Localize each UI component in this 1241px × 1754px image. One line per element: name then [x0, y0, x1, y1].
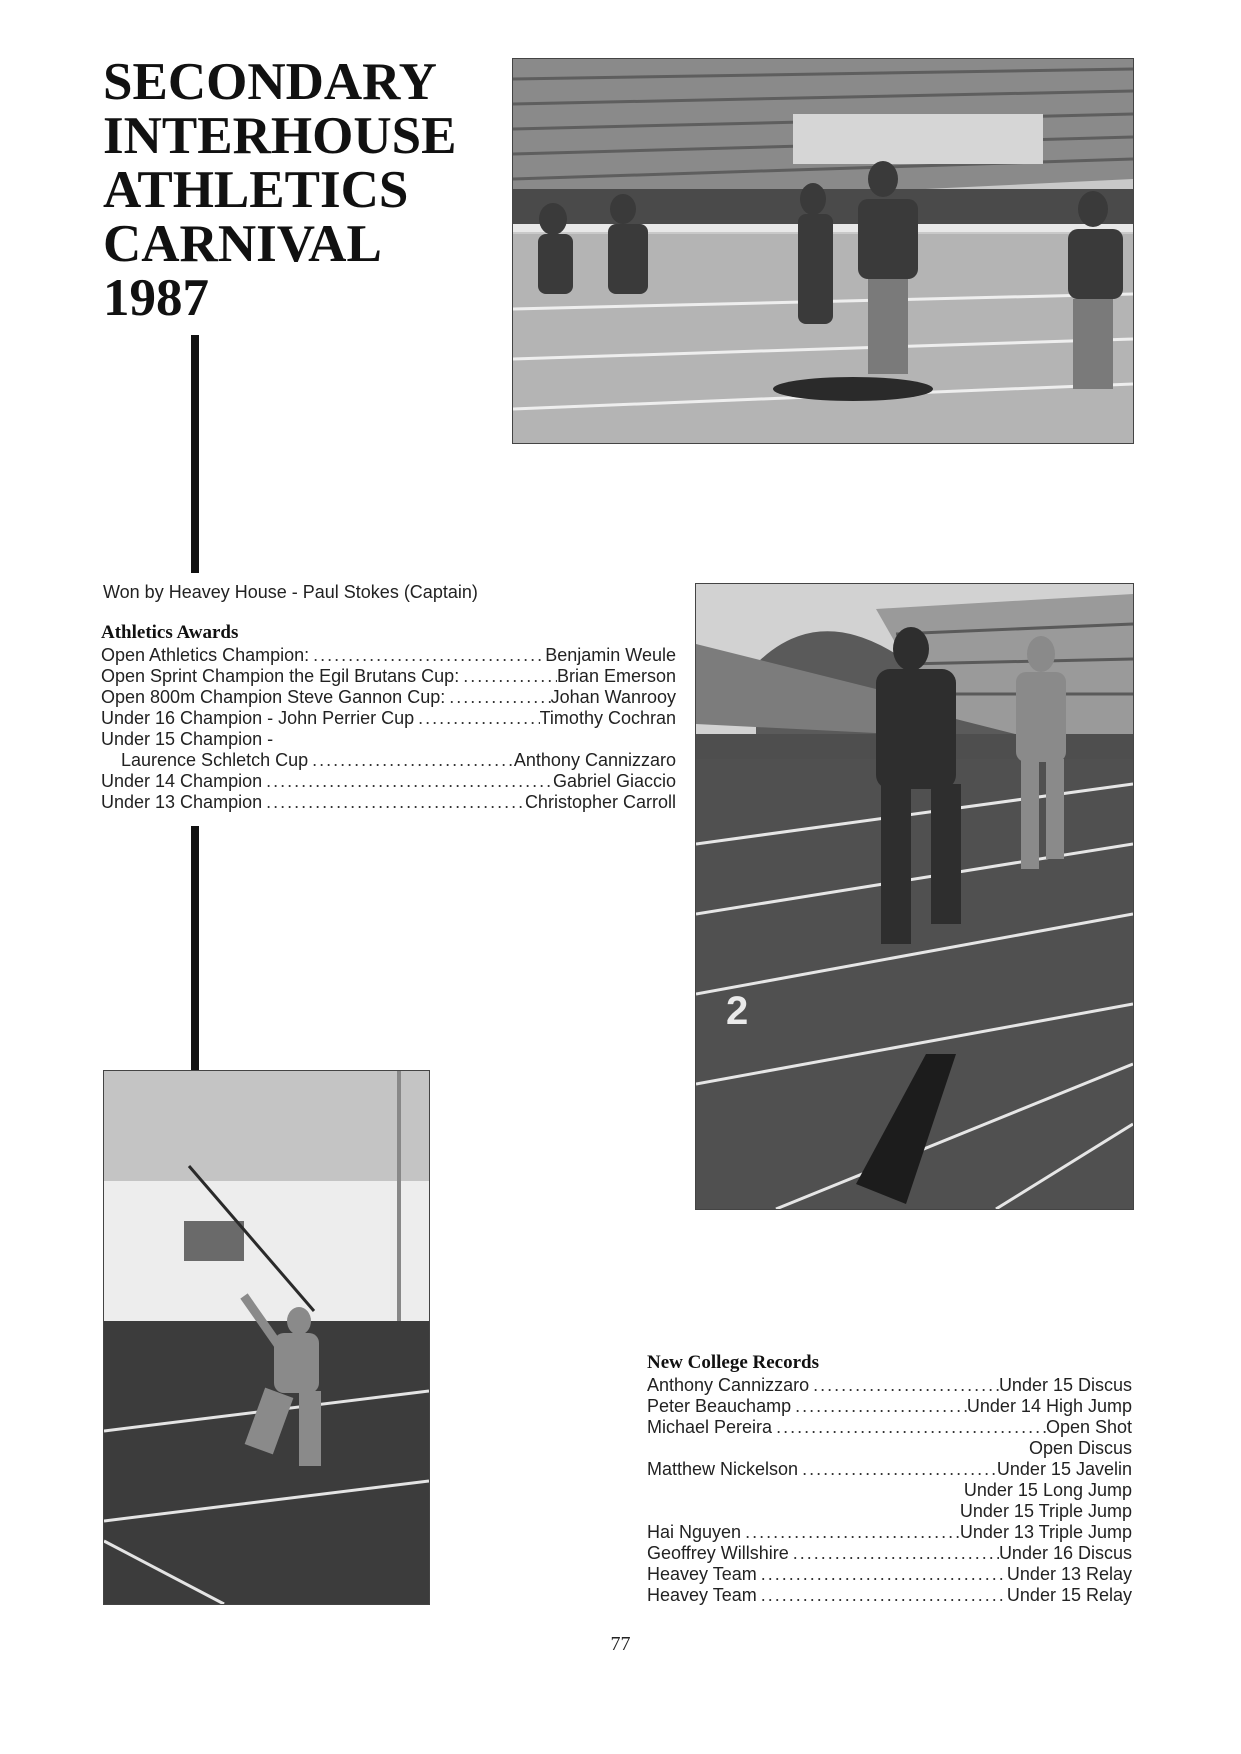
record-row	[647, 1522, 1132, 1543]
record-row	[647, 1501, 1132, 1522]
award-row	[101, 750, 676, 771]
title-line: ATHLETICS	[103, 161, 409, 219]
title-line: 1987	[103, 269, 209, 327]
track-runners-photo	[695, 583, 1134, 1210]
athletics-awards-heading: Athletics Awards	[101, 622, 239, 643]
title-line: INTERHOUSE	[103, 107, 457, 165]
record-holder: Peter Beauchamp	[647, 1396, 792, 1416]
page-number: 77	[610, 1633, 631, 1655]
record-holder: Hai Nguyen	[647, 1522, 742, 1542]
record-event: Under 14 High Jump	[966, 1396, 1132, 1416]
award-row	[101, 687, 676, 708]
record-row	[647, 1564, 1132, 1585]
award-winner: Benjamin Weule	[545, 645, 676, 665]
award-row	[101, 729, 676, 750]
award-winner: Christopher Carroll	[524, 792, 676, 812]
winning-house-note: Won by Heavey House - Paul Stokes (Captain)	[103, 582, 478, 602]
record-row	[647, 1417, 1132, 1438]
record-event: Under 15 Triple Jump	[959, 1501, 1132, 1521]
record-row	[647, 1585, 1132, 1606]
record-holder: Matthew Nickelson	[647, 1459, 799, 1479]
record-row	[647, 1543, 1132, 1564]
athletics-awards-list	[101, 622, 676, 813]
page-title	[103, 55, 503, 325]
record-event: Under 15 Long Jump	[963, 1480, 1132, 1500]
record-row	[647, 1480, 1132, 1501]
record-event: Open Shot	[1045, 1417, 1132, 1437]
award-row	[101, 771, 676, 792]
record-holder: Heavey Team	[647, 1585, 757, 1605]
record-row	[647, 1375, 1132, 1396]
record-event: Under 13 Relay	[1006, 1564, 1132, 1584]
college-records-list	[647, 1352, 1132, 1606]
award-label: Under 14 Champion	[101, 771, 263, 791]
svg-text:2: 2	[726, 989, 749, 1033]
record-event: Under 16 Discus	[998, 1543, 1132, 1563]
award-label: Under 16 Champion - John Perrier Cup	[101, 708, 415, 728]
award-winner: Gabriel Giaccio	[552, 771, 676, 791]
title-line: CARNIVAL	[103, 215, 382, 273]
record-event: Under 13 Triple Jump	[959, 1522, 1132, 1542]
award-label: Open Sprint Champion the Egil Brutans Cup:	[101, 666, 460, 686]
record-row	[647, 1459, 1132, 1480]
vertical-rule-bottom	[191, 826, 199, 1074]
award-label: Under 15 Champion -	[101, 729, 274, 749]
award-winner: Johan Wanrooy	[550, 687, 676, 707]
award-row	[101, 666, 676, 687]
sprint-finish-photo	[512, 58, 1134, 444]
record-holder: Heavey Team	[647, 1564, 757, 1584]
award-winner: Anthony Cannizzaro	[513, 750, 676, 770]
record-event: Under 15 Discus	[998, 1375, 1132, 1395]
college-records-heading: New College Records	[647, 1352, 820, 1373]
javelin-thrower-photo	[103, 1070, 430, 1605]
record-row	[647, 1396, 1132, 1417]
award-winner: Brian Emerson	[556, 666, 676, 686]
award-row	[101, 708, 676, 729]
award-label: Open Athletics Champion:	[101, 645, 310, 665]
award-row	[101, 645, 676, 666]
award-row	[101, 792, 676, 813]
award-winner: Timothy Cochran	[539, 708, 676, 728]
record-row	[647, 1438, 1132, 1459]
record-event: Under 15 Javelin	[996, 1459, 1132, 1479]
record-event: Under 15 Relay	[1006, 1585, 1132, 1605]
award-label: Under 13 Champion	[101, 792, 263, 812]
award-label: Laurence Schletch Cup	[121, 750, 309, 770]
vertical-rule-top	[191, 335, 199, 573]
title-line: SECONDARY	[103, 53, 437, 111]
record-event: Open Discus	[1028, 1438, 1132, 1458]
record-holder: Geoffrey Willshire	[647, 1543, 789, 1563]
award-label: Open 800m Champion Steve Gannon Cup:	[101, 687, 446, 707]
record-holder: Anthony Cannizzaro	[647, 1375, 810, 1395]
record-holder: Michael Pereira	[647, 1417, 773, 1437]
